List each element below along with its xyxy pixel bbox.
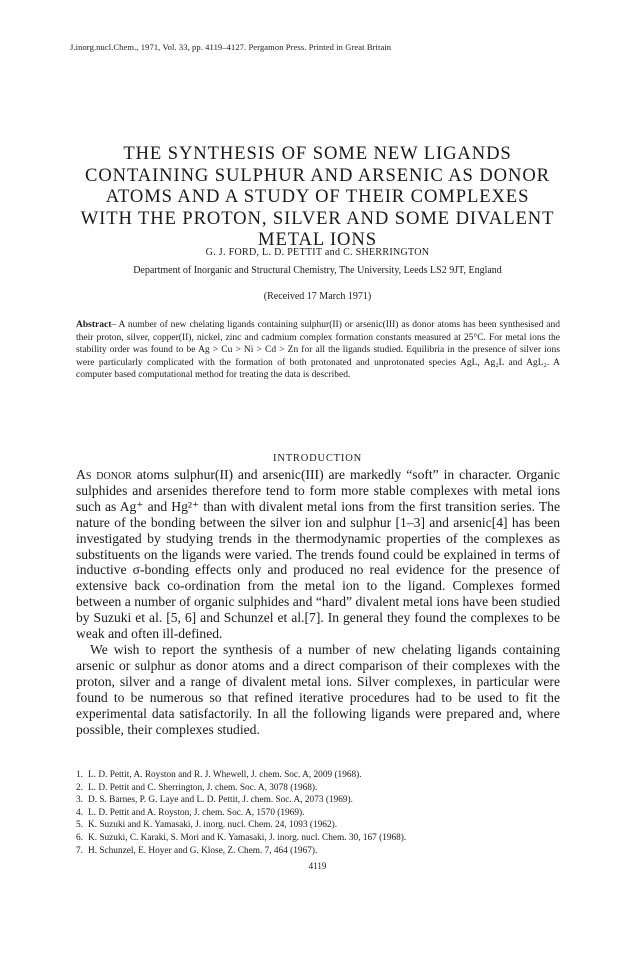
title-line: CONTAINING SULPHUR AND ARSENIC AS DONOR xyxy=(85,164,550,186)
abstract-label: Abstract xyxy=(76,320,112,330)
reference-text: L. D. Pettit and A. Royston, J. chem. Soc. A, 1570 (1969). xyxy=(88,807,305,818)
reference xyxy=(76,845,560,858)
title-line: ATOMS AND A STUDY OF THEIR COMPLEXES xyxy=(105,186,530,207)
reference-text: L. D. Pettit and C. Sherrington, J. chem. Soc. A, 3078 (1968). xyxy=(88,782,318,793)
reference-number: 2. xyxy=(76,782,83,793)
reference xyxy=(76,832,560,845)
paragraph: We wish to report the synthesis of a number of new chelating ligands containing arsenic or sulphur as donor atoms and a direct comparison of their complexes with the proton, silver and a range of divalent metal ions. Silver complexes, in particular were found to be numerous so that refined iterative procedures had to be used to fit the experimental data satisfactorily. In all the following ligands were prepared and, where possible, their complexes studied. xyxy=(76,641,560,737)
received-date: (Received 17 March 1971) xyxy=(263,291,372,302)
paragraph xyxy=(76,467,560,642)
reference-number: 4. xyxy=(76,807,83,818)
title-line: METAL IONS xyxy=(258,229,377,250)
title-line: WITH THE PROTON, SILVER AND SOME DIVALENT xyxy=(80,207,555,229)
reference xyxy=(76,769,560,782)
abstract-text: – A number of new chelating ligands containing sulphur(II) or arsenic(III) as donor atoms has been synthesised and their proton, silver, copper(II), nickel, zinc and cadmium complex formation constants measured at 25°C. For metal ions the stability order was found to be Ag > Cu > Ni > Cd > Zn for all the ligands studied. Equilibria in the presence of silver ions were particularly complicated with the formation of both protonated and unprotonated species AgL, Ag₂L and AgL₂. A computer based computational method for treating the data is described. xyxy=(76,320,560,381)
reference-text: K. Suzuki, C. Karaki, S. Mori and K. Yamasaki, J. inorg. nucl. Chem. 30, 167 (1968). xyxy=(88,832,407,843)
article-title xyxy=(60,143,575,251)
lead-in: As donor xyxy=(76,467,132,482)
reference-text: K. Suzuki and K. Yamasaki, J. inorg. nucl. Chem. 24, 1093 (1962). xyxy=(88,820,338,831)
authors: G. J. FORD, L. D. PETTIT and C. SHERRINGTON xyxy=(205,247,430,258)
reference xyxy=(76,807,560,820)
reference-number: 6. xyxy=(76,832,83,843)
reference xyxy=(76,794,560,807)
reference-number: 5. xyxy=(76,820,83,831)
page-number: 4119 xyxy=(308,861,327,871)
body-text xyxy=(76,467,560,737)
reference-text: L. D. Pettit, A. Royston and R. J. Whewell, J. chem. Soc. A, 2009 (1968). xyxy=(88,770,362,780)
section-heading: INTRODUCTION xyxy=(273,453,362,464)
abstract xyxy=(76,319,560,382)
reference xyxy=(76,819,560,832)
reference-text: D. S. Barnes, P. G. Laye and L. D. Pettit, J. chem. Soc. A, 2073 (1969). xyxy=(88,795,353,806)
reference xyxy=(76,782,560,795)
reference-text: H. Schunzel, E. Hoyer and G. Klose, Z. Chem. 7, 464 (1967). xyxy=(88,845,318,856)
reference-list xyxy=(76,769,560,857)
paragraph-text: atoms sulphur(II) and arsenic(III) are markedly “soft” in character. Organic sulphides and arsenides therefore tend to form more stable complexes with metal ions such as Ag⁺ and Hg²⁺ than with divalent metal ions from the first transition series. The nature of the bonding between the silver ion and sulphur [1–3] and arsenic[4] has been investigated by studying trends in the thermodynamic properties of the complexes as substituents on the ligands were varied. The trends found could be explained in terms of inductive σ-bonding effects only and produced no real evidence for the presence of extensive back co-ordination from the metal ion to the ligand. Complexes formed between a number of organic sulphides and “hard” divalent metal ions have been studied by Suzuki et al. [5, 6] and Schunzel et al.[7]. In general they found the complexes to be weak and often ill-defined. xyxy=(76,467,560,642)
running-head: J.inorg.nucl.Chem., 1971, Vol. 33, pp. 4119–4127. Pergamon Press. Printed in Great Britain xyxy=(70,42,392,52)
title-line: THE SYNTHESIS OF SOME NEW LIGANDS xyxy=(123,143,512,164)
reference-number: 7. xyxy=(76,845,83,856)
affiliation: Department of Inorganic and Structural Chemistry, The University, Leeds LS2 9JT, England xyxy=(133,265,502,276)
reference-number: 1. xyxy=(76,770,83,780)
reference-number: 3. xyxy=(76,795,83,806)
